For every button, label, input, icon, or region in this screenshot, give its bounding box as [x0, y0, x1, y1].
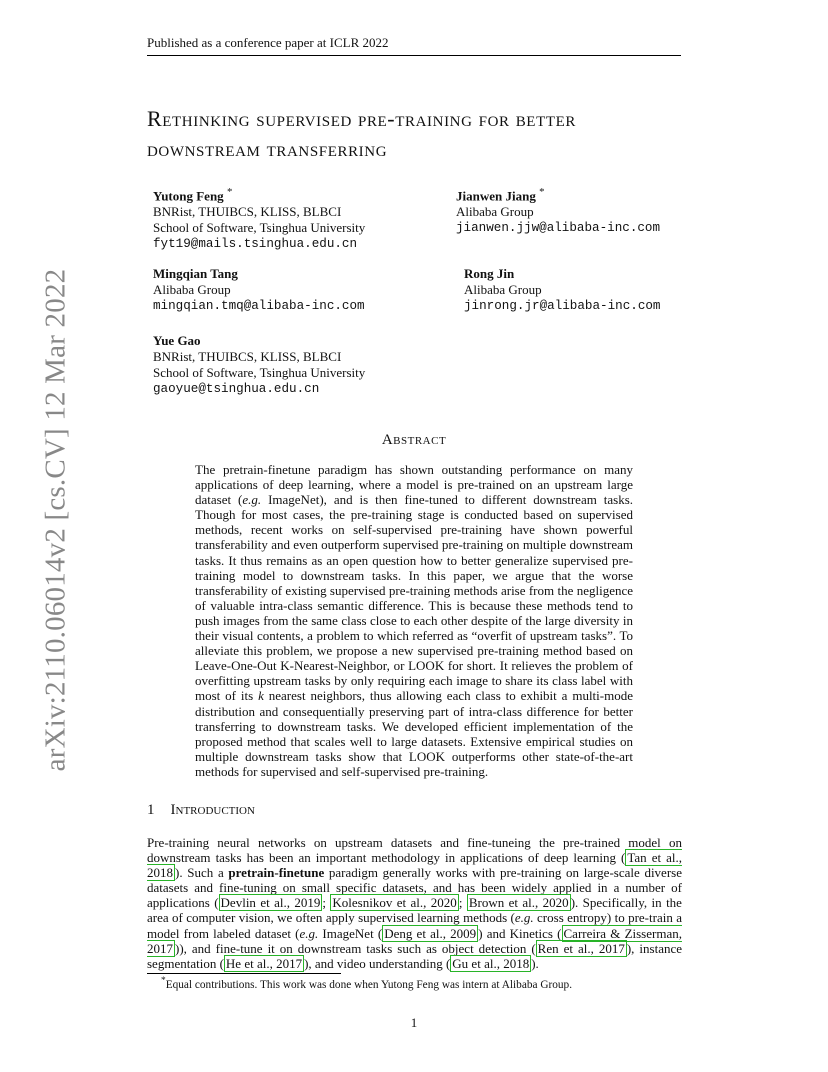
intro-text: ), and video understanding ( [304, 955, 451, 971]
intro-text: cross entropy) to pre-train a model from labeled dataset ( [147, 910, 682, 941]
abstract-italic: e.g. [242, 492, 262, 508]
paper-title [147, 104, 707, 164]
footnote-divider [147, 973, 341, 974]
citation-link[interactable]: Kolesnikov et al., 2020 [332, 895, 457, 911]
citation-link[interactable]: Deng et al., 2009 [384, 925, 477, 941]
intro-text: paradigm generally works with pre-training on large-scale diverse datasets and fine-tuning on small specific datasets, and has been widely applied in a number of applications ( [147, 865, 682, 911]
intro-italic: e.g. [514, 910, 534, 926]
author-email[interactable]: fyt19@mails.tsinghua.edu.cn [153, 237, 358, 252]
footnote-mark: * [161, 976, 166, 986]
author-block-jin [464, 266, 661, 314]
page-number: 1 [410, 1015, 418, 1030]
arxiv-identifier: arXiv:2110.06014v2 [cs.CV] 12 Mar 2022 [39, 268, 72, 772]
author-name: Yutong Feng [153, 188, 224, 204]
citation-link[interactable]: Brown et al., 2020 [468, 895, 569, 911]
citation-link[interactable]: Ren et al., 2017 [537, 940, 625, 956]
author-name: Yue Gao [153, 333, 201, 348]
abstract-text: nearest neighbors, thus allowing each class to exhibit a multi-mode distribution and consequentially preserving part of intra-class difference for better transferring to downstream tasks. We developed efficient implementation of the proposed method that scales well to large datasets. Extensive empirical studies on multiple downstream tasks show that LOOK outperforms other state-of-the-art methods for supervised and self-supervised pre-training. [195, 688, 633, 779]
author-affiliation: Alibaba Group [153, 282, 231, 297]
author-block-jiang [456, 184, 660, 236]
footnote [161, 976, 572, 991]
author-email[interactable]: mingqian.tmq@alibaba-inc.com [153, 299, 365, 313]
author-affiliation: Alibaba Group [456, 204, 534, 220]
intro-bold-term: pretrain-finetune [228, 865, 325, 881]
intro-text: ). [531, 955, 539, 971]
abstract-italic: k [258, 688, 264, 704]
citation-link[interactable]: Carreira & Zisserman, 2017 [147, 925, 682, 956]
intro-text: ), instance segmentation ( [147, 940, 683, 971]
section-heading [147, 802, 255, 819]
intro-text: ). Such a [175, 865, 229, 881]
author-block-tang [153, 266, 365, 314]
intro-italic: e.g. [299, 925, 319, 941]
author-block-gao [153, 333, 365, 397]
abstract-body [195, 462, 633, 779]
author-affiliation: School of Software, Tsinghua University [153, 220, 366, 236]
citation-link[interactable]: He et al., 2017 [225, 955, 303, 971]
introduction-paragraph [147, 835, 682, 971]
author-email[interactable]: jinrong.jr@alibaba-inc.com [464, 299, 661, 313]
intro-text: ImageNet ( [318, 925, 383, 941]
abstract-text: The pretrain-finetune paradigm has shown outstanding performance on many applications of deep learning, where a model is pre-trained on an upstream large dataset ( [195, 462, 633, 508]
intro-text: ) and Kinetics ( [478, 925, 562, 941]
title-line-1: Rethinking supervised pre-training for better [147, 106, 576, 131]
abstract-text: ImageNet), and is then fine-tuned to different downstream tasks. Though for most cases, the pre-training stage is conducted based on supervised methods, recent works on self-supervised pre-training have shown powerful transferability and even outperform supervised pre-training on multiple downstream tasks. It thus remains as an open question how to better generalize supervised pre-training model to downstream tasks. In this paper, we argue that the worse transferability of existing supervised pre-training methods arise from the negligence of valuable intra-class semantic difference. This is because these methods tend to push images from the same class close to each other despite of the large diversity in their visual contents, a problem to which referred as “overfit of upstream tasks”. To alleviate this problem, we propose a new supervised pre-training method based on Leave-One-Out K-Nearest-Neighbor, or LOOK for short. It relieves the problem of overfitting upstream tasks by only requiring each image to share its class label with most of its [195, 492, 634, 704]
intro-text: ; [322, 895, 331, 911]
author-name: Rong Jin [464, 266, 515, 281]
title-line-2: downstream transferring [147, 136, 388, 161]
author-email[interactable]: gaoyue@tsinghua.edu.cn [153, 382, 320, 396]
intro-text: ; [458, 895, 467, 911]
section-title: Introduction [170, 802, 255, 818]
intro-text: Pre-training neural networks on upstream datasets and fine-tuneing the pre-trained model on downstream tasks has been an important methodology in applications of deep learning ( [147, 835, 682, 866]
author-affiliation: BNRist, THUIBCS, KLISS, BLBCI [153, 349, 342, 364]
abstract-heading: Abstract [381, 432, 447, 448]
intro-text: ). Specifically, in the area of computer vision, we often apply supervised learning methods ( [147, 895, 682, 926]
citation-link[interactable]: Gu et al., 2018 [452, 955, 530, 971]
intro-text: )), and fine-tune it on downstream tasks such as object detection ( [175, 940, 536, 956]
author-mark: * [539, 186, 545, 198]
section-number: 1 [147, 802, 155, 818]
author-affiliation: BNRist, THUIBCS, KLISS, BLBCI [153, 204, 342, 220]
author-affiliation: Alibaba Group [464, 282, 542, 297]
author-name: Jianwen Jiang [456, 188, 536, 204]
author-email[interactable]: jianwen.jjw@alibaba-inc.com [456, 221, 661, 236]
author-name: Mingqian Tang [153, 266, 238, 281]
citation-link[interactable]: Tan et al., 2018 [147, 850, 682, 881]
running-header: Published as a conference paper at ICLR 2022 [147, 35, 681, 56]
citation-link[interactable]: Devlin et al., 2019 [220, 895, 321, 911]
author-affiliation: School of Software, Tsinghua University [153, 365, 366, 380]
author-mark: * [226, 186, 233, 198]
author-block-feng [153, 184, 365, 252]
footnote-text: Equal contributions. This work was done when Yutong Feng was intern at Alibaba Group. [165, 978, 573, 991]
